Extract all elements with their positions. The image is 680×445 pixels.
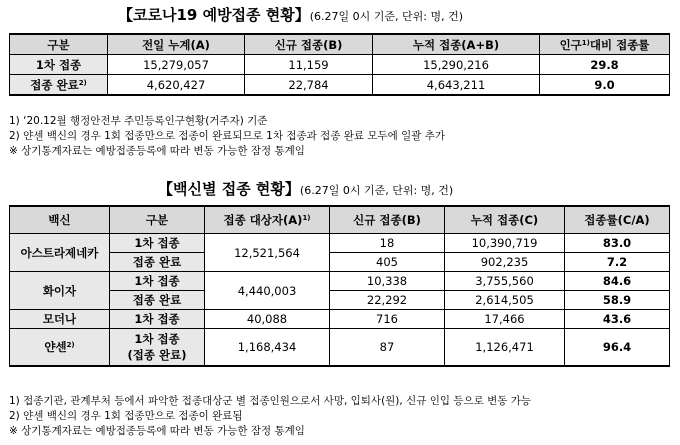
- table-header-row: [10, 34, 670, 55]
- row-label: 1차 접종: [110, 234, 205, 253]
- section2-title-note: (6.27일 0시 기준, 단위: 명, 건): [299, 184, 454, 197]
- note-line: 2) 얀센 백신의 경우 1회 접종만으로 접종이 완료됨: [9, 410, 243, 422]
- cell-rate: 29.8: [540, 55, 670, 75]
- table-row: [10, 75, 670, 96]
- row-label: 1차 접종: [10, 55, 108, 75]
- vaccine-name-text: 얀센: [44, 340, 67, 354]
- table-row: [10, 272, 670, 291]
- cell-new: 87: [330, 329, 445, 367]
- col-header-cumulative: 누적 접종(A+B): [373, 34, 540, 55]
- col-header-target: [205, 206, 330, 234]
- cell-new: 405: [330, 253, 445, 272]
- col-header-rate-text2: 대비 접종률: [589, 37, 650, 52]
- cell-cumulative: 902,235: [445, 253, 565, 272]
- cell-cumulative: 1,126,471: [445, 329, 565, 367]
- note-line: ※ 상기통계자료는 예방접종등록에 따라 변동 가능한 잠정 통계임: [9, 425, 305, 437]
- col-header-category: 구분: [10, 34, 108, 55]
- section1-notes: [9, 114, 445, 159]
- cell-rate: 58.9: [565, 291, 670, 310]
- cell-target: 12,521,564: [205, 234, 330, 272]
- row-label-text: 접종 완료: [30, 77, 79, 92]
- cell-target: 1,168,434: [205, 329, 330, 367]
- row-label: 접종 완료: [110, 253, 205, 272]
- section1-title-bracket-close: 】: [294, 6, 310, 24]
- vaccine-name: 모더나: [10, 310, 110, 329]
- col-header-rate-sup: 1): [581, 38, 590, 47]
- cell-rate: 84.6: [565, 272, 670, 291]
- cell-prev-total: 4,620,427: [108, 75, 245, 96]
- row-label-line1: 1차 접종: [134, 332, 180, 346]
- cell-cumulative: 17,466: [445, 310, 565, 329]
- note-line: ※ 상기통계자료는 예방접종등록에 따라 변동 가능한 잠정 통계임: [9, 145, 305, 157]
- col-header-new: 신규 접종(B): [245, 34, 373, 55]
- cell-prev-total: 15,279,057: [108, 55, 245, 75]
- table-row: [10, 310, 670, 329]
- section1-title-bracket-open: 【: [118, 6, 134, 24]
- col-header-prev-total: 전일 누계(A): [108, 34, 245, 55]
- row-label: [10, 75, 108, 96]
- row-label-line2: (접종 완료): [127, 348, 187, 362]
- section1-title: [118, 7, 463, 23]
- table-header-row: [10, 206, 670, 234]
- cell-cumulative: 10,390,719: [445, 234, 565, 253]
- vaccine-name: 화이자: [10, 272, 110, 310]
- cell-cumulative: 2,614,505: [445, 291, 565, 310]
- note-line: 2) 얀센 백신의 경우 1회 접종만으로 접종이 완료되므로 1차 접종과 접종 완료 모두에 일괄 추가: [9, 130, 446, 142]
- cell-new: 11,159: [245, 55, 373, 75]
- col-header-target-sup: 1): [302, 214, 311, 222]
- cell-new: 18: [330, 234, 445, 253]
- cell-new: 22,292: [330, 291, 445, 310]
- section2-title-main: 백신별 접종 현황: [173, 180, 285, 198]
- row-label: [110, 329, 205, 367]
- col-header-new: 신규 접종(B): [330, 206, 445, 234]
- row-label: 1차 접종: [110, 272, 205, 291]
- section2-title: [158, 181, 453, 197]
- col-header-cumulative: 누적 접종(C): [445, 206, 565, 234]
- vaccine-name: 아스트라제네카: [10, 234, 110, 272]
- cell-rate: 96.4: [565, 329, 670, 367]
- section2-notes: [9, 394, 531, 439]
- cell-new: 10,338: [330, 272, 445, 291]
- vaccine-breakdown-table: [9, 205, 670, 367]
- col-header-rate-text1: 인구: [559, 37, 582, 52]
- cell-new: 716: [330, 310, 445, 329]
- col-header-rate: [540, 34, 670, 55]
- table-row: [10, 329, 670, 367]
- cell-rate: 9.0: [540, 75, 670, 96]
- col-header-target-text: 접종 대상자(A): [223, 213, 303, 227]
- cell-cumulative: 4,643,211: [373, 75, 540, 96]
- section2-title-bracket-open: 【: [158, 180, 174, 198]
- col-header-rate: 접종률(C/A): [565, 206, 670, 234]
- cell-target: 40,088: [205, 310, 330, 329]
- cell-new: 22,784: [245, 75, 373, 96]
- vaccine-name: [10, 329, 110, 367]
- cell-cumulative: 3,755,560: [445, 272, 565, 291]
- row-label-sup: 2): [78, 78, 87, 87]
- note-line: 1) ‘20.12월 행정안전부 주민등록인구현황(거주자) 기준: [9, 115, 268, 127]
- col-header-vaccine: 백신: [10, 206, 110, 234]
- col-header-category: 구분: [110, 206, 205, 234]
- cell-rate: 7.2: [565, 253, 670, 272]
- section1-title-main: 코로나19 예방접종 현황: [133, 6, 295, 24]
- table-row: [10, 55, 670, 75]
- row-label: 1차 접종: [110, 310, 205, 329]
- cell-rate: 43.6: [565, 310, 670, 329]
- section2-title-bracket-close: 】: [284, 180, 300, 198]
- table-row: [10, 234, 670, 253]
- vaccine-name-sup: 2): [66, 341, 75, 349]
- row-label: 접종 완료: [110, 291, 205, 310]
- cell-rate: 83.0: [565, 234, 670, 253]
- note-line: 1) 접종기관, 관계부처 등에서 파악한 접종대상군 별 접종인원으로서 사망, 입퇴사(원), 신규 인입 등으로 변동 가능: [9, 395, 531, 407]
- cell-target: 4,440,003: [205, 272, 330, 310]
- section1-title-note: (6.27일 0시 기준, 단위: 명, 건): [309, 10, 464, 23]
- cell-cumulative: 15,290,216: [373, 55, 540, 75]
- overall-vaccination-table: [9, 33, 670, 96]
